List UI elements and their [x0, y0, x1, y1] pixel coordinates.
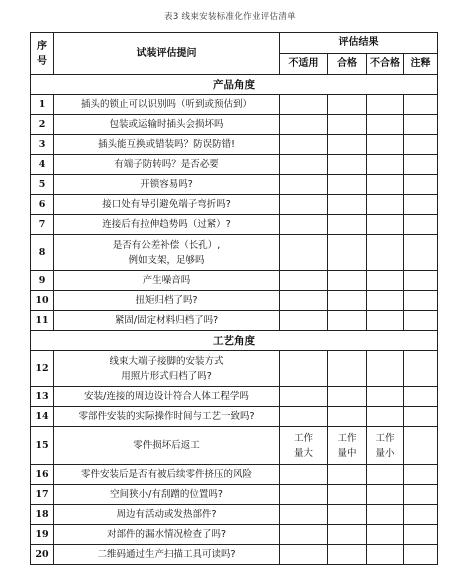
cell-note[interactable]: [404, 195, 438, 215]
cell-pass[interactable]: [328, 115, 367, 135]
cell-note[interactable]: [404, 95, 438, 115]
row-number: 10: [31, 291, 54, 311]
effort-small-line-2: 量小: [375, 447, 395, 459]
row-number: 5: [31, 175, 54, 195]
table-row: [31, 407, 438, 427]
row-number: 19: [31, 525, 54, 545]
cell-fail[interactable]: [367, 545, 404, 565]
table-row: [31, 135, 438, 155]
cell-note[interactable]: [404, 545, 438, 565]
fail-header: 不合格: [367, 54, 404, 75]
cell-note[interactable]: [404, 311, 438, 331]
effort-medium-line-2: 量中: [337, 447, 357, 459]
cell-note[interactable]: [404, 485, 438, 505]
row-question-line-2: 例如支架，足够吗: [128, 254, 205, 266]
row-number: 3: [31, 135, 54, 155]
table-row: [31, 271, 438, 291]
cell-pass[interactable]: [328, 135, 367, 155]
row-number: 13: [31, 387, 54, 407]
table-row: [31, 115, 438, 135]
row-number: 6: [31, 195, 54, 215]
row-question: 空间狭小/有刮蹭的位置吗?: [54, 485, 280, 505]
row-number: 20: [31, 545, 54, 565]
cell-pass[interactable]: [328, 407, 367, 427]
cell-note[interactable]: [404, 525, 438, 545]
section-row-process: [31, 331, 438, 351]
cell-note[interactable]: [404, 407, 438, 427]
row-question: 周边有活动或发热部件?: [54, 505, 280, 525]
row-question: 零件损坏后返工: [54, 427, 280, 465]
cell-fail[interactable]: [367, 351, 404, 387]
cell-not-applicable[interactable]: [280, 271, 328, 291]
cell-pass[interactable]: [328, 291, 367, 311]
cell-pass[interactable]: [328, 175, 367, 195]
row-number: 11: [31, 311, 54, 331]
row-question: 二维码通过生产扫描工具可读吗?: [54, 545, 280, 565]
row-question-line-1: 是否有公差补偿（长孔）,: [112, 239, 221, 251]
cell-not-applicable[interactable]: [280, 291, 328, 311]
cell-pass[interactable]: [328, 95, 367, 115]
row-question: 安装/连接的周边设计符合人体工程学吗: [54, 387, 280, 407]
row-question-line-1: 线束大端子接脚的安装方式: [109, 355, 224, 367]
row-number: 17: [31, 485, 54, 505]
row-question: 连接后有拉伸趋势吗（过紧）?: [54, 215, 280, 235]
cell-note[interactable]: [404, 465, 438, 485]
cell-fail[interactable]: [367, 525, 404, 545]
table-row: [31, 351, 438, 387]
effort-large-cell: [280, 427, 328, 465]
row-question: [54, 235, 280, 271]
cell-not-applicable[interactable]: [280, 95, 328, 115]
cell-not-applicable[interactable]: [280, 525, 328, 545]
table-row: [31, 291, 438, 311]
cell-note[interactable]: [404, 291, 438, 311]
cell-not-applicable[interactable]: [280, 175, 328, 195]
cell-not-applicable[interactable]: [280, 407, 328, 427]
cell-not-applicable[interactable]: [280, 215, 328, 235]
seq-header-text: 序号: [37, 40, 47, 67]
cell-note[interactable]: [404, 235, 438, 271]
table-row: [31, 195, 438, 215]
cell-not-applicable[interactable]: [280, 465, 328, 485]
cell-fail[interactable]: [367, 291, 404, 311]
row-question: 插头能互换或错装吗？防误防错!: [54, 135, 280, 155]
cell-note[interactable]: [404, 115, 438, 135]
cell-pass[interactable]: [328, 545, 367, 565]
table-row: [31, 427, 438, 465]
cell-note[interactable]: [404, 387, 438, 407]
cell-fail[interactable]: [367, 465, 404, 485]
row-number: 18: [31, 505, 54, 525]
cell-fail[interactable]: [367, 135, 404, 155]
cell-note[interactable]: [404, 175, 438, 195]
table-row: [31, 215, 438, 235]
cell-not-applicable[interactable]: [280, 387, 328, 407]
effort-small-cell: [367, 427, 404, 465]
section-product: 产品角度: [31, 75, 438, 95]
cell-fail[interactable]: [367, 505, 404, 525]
cell-pass[interactable]: [328, 351, 367, 387]
cell-pass[interactable]: [328, 505, 367, 525]
cell-note[interactable]: [404, 351, 438, 387]
cell-fail[interactable]: [367, 407, 404, 427]
row-question-line-2: 用照片形式归档了吗?: [121, 370, 212, 382]
cell-note[interactable]: [404, 271, 438, 291]
effort-medium-cell: [328, 427, 367, 465]
table-title: 表3 线束安装标准化作业评估清单: [164, 12, 296, 22]
cell-not-applicable[interactable]: [280, 195, 328, 215]
cell-fail[interactable]: [367, 175, 404, 195]
cell-fail[interactable]: [367, 195, 404, 215]
cell-pass[interactable]: [328, 465, 367, 485]
effort-large-line-2: 量大: [293, 447, 313, 459]
cell-note[interactable]: [404, 215, 438, 235]
row-question: 对部件的漏水情况检查了吗?: [54, 525, 280, 545]
cell-pass[interactable]: [328, 155, 367, 175]
cell-fail[interactable]: [367, 235, 404, 271]
row-question: 零部件安装的实际操作时间与工艺一致吗?: [54, 407, 280, 427]
evaluation-table: [30, 32, 438, 565]
table-row: [31, 387, 438, 407]
cell-fail[interactable]: [367, 387, 404, 407]
question-header: 试装评估提问: [54, 33, 280, 75]
cell-fail[interactable]: [367, 95, 404, 115]
row-question: 开锁容易吗?: [54, 175, 280, 195]
effort-medium-line-1: 工作: [337, 432, 357, 444]
cell-note[interactable]: [404, 505, 438, 525]
cell-fail[interactable]: [367, 215, 404, 235]
cell-not-applicable[interactable]: [280, 115, 328, 135]
row-number: 2: [31, 115, 54, 135]
cell-not-applicable[interactable]: [280, 135, 328, 155]
effort-small-line-1: 工作: [375, 432, 395, 444]
cell-note[interactable]: [404, 135, 438, 155]
table-row: [31, 545, 438, 565]
cell-pass[interactable]: [328, 525, 367, 545]
cell-note[interactable]: [404, 155, 438, 175]
seq-header: [31, 33, 54, 75]
table-row: [31, 95, 438, 115]
cell-fail[interactable]: [367, 155, 404, 175]
row-question: [54, 351, 280, 387]
cell-pass[interactable]: [328, 195, 367, 215]
section-process: 工艺角度: [31, 331, 438, 351]
note-header: 注释: [404, 54, 438, 75]
row-number: 1: [31, 95, 54, 115]
row-number: 12: [31, 351, 54, 387]
not-applicable-header: 不适用: [280, 54, 328, 75]
cell-pass[interactable]: [328, 215, 367, 235]
cell-not-applicable[interactable]: [280, 485, 328, 505]
effort-large-line-1: 工作: [293, 432, 313, 444]
cell-fail[interactable]: [367, 115, 404, 135]
pass-header: 合格: [328, 54, 367, 75]
section-row-product: [31, 75, 438, 95]
row-question: 产生噪音吗: [54, 271, 280, 291]
row-question: 零件安装后是否有被后续零件挤压的风险: [54, 465, 280, 485]
table-row: [31, 465, 438, 485]
table-row: [31, 155, 438, 175]
cell-not-applicable[interactable]: [280, 235, 328, 271]
cell-fail[interactable]: [367, 311, 404, 331]
table-row: [31, 311, 438, 331]
cell-pass[interactable]: [328, 311, 367, 331]
cell-fail[interactable]: [367, 271, 404, 291]
cell-pass[interactable]: [328, 271, 367, 291]
row-number: 15: [31, 427, 54, 465]
cell-not-applicable[interactable]: [280, 351, 328, 387]
table-row: [31, 485, 438, 505]
table-row: [31, 175, 438, 195]
cell-not-applicable[interactable]: [280, 155, 328, 175]
row-question: 扭矩归档了吗?: [54, 291, 280, 311]
header-row-1: [31, 33, 438, 54]
row-number: 9: [31, 271, 54, 291]
row-question: 紧固/固定材料归档了吗?: [54, 311, 280, 331]
cell-not-applicable[interactable]: [280, 311, 328, 331]
cell-fail[interactable]: [367, 485, 404, 505]
result-group-header: 评估结果: [280, 33, 438, 54]
cell-pass[interactable]: [328, 235, 367, 271]
row-question: 有端子防转吗？是否必要: [54, 155, 280, 175]
row-question: 包装或运输时插头会损坏吗: [54, 115, 280, 135]
row-number: 14: [31, 407, 54, 427]
row-question: 插头的锁止可以识别吗（听到或预估到）: [54, 95, 280, 115]
cell-note[interactable]: [404, 427, 438, 465]
cell-pass[interactable]: [328, 485, 367, 505]
row-number: 7: [31, 215, 54, 235]
table-row: [31, 235, 438, 271]
row-number: 4: [31, 155, 54, 175]
cell-not-applicable[interactable]: [280, 545, 328, 565]
cell-not-applicable[interactable]: [280, 505, 328, 525]
table-row: [31, 505, 438, 525]
cell-pass[interactable]: [328, 387, 367, 407]
table-row: [31, 525, 438, 545]
row-number: 8: [31, 235, 54, 271]
row-question: 接口处有导引避免端子弯折吗?: [54, 195, 280, 215]
row-number: 16: [31, 465, 54, 485]
